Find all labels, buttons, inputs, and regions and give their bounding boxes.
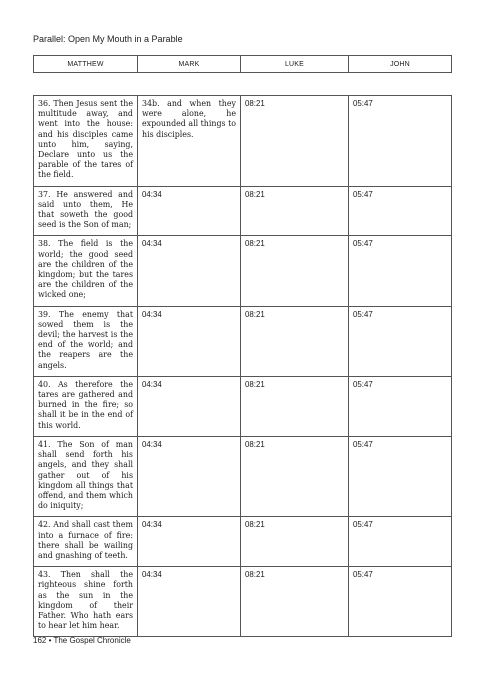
matthew-cell: 41. The Son of man shall send forth his angels, and they shall gather out of his kingdom all things that offend, and them which do iniquity; [34, 436, 138, 516]
mark-cell: 04:34 [138, 436, 241, 516]
table-row [34, 567, 452, 637]
matthew-cell: 39. The enemy that sowed them is the devil; the harvest is the end of the world; and the reapers are the angels. [34, 306, 138, 376]
john-cell: 05:47 [349, 186, 452, 236]
luke-cell: 08:21 [241, 567, 349, 637]
luke-cell: 08:21 [241, 306, 349, 376]
john-cell: 05:47 [349, 96, 452, 187]
matthew-cell: 36. Then Jesus sent the multitude away, and went into the house: and his disciples came unto him, saying, Declare unto us the parable of the tares of the field. [34, 96, 138, 187]
john-cell: 05:47 [349, 436, 452, 516]
matthew-cell: 40. As therefore the tares are gathered and burned in the fire; so shall it be in the end of this world. [34, 376, 138, 436]
john-cell: 05:47 [349, 306, 452, 376]
table-row [34, 306, 452, 376]
table-row [34, 96, 452, 187]
table-row [34, 436, 452, 516]
matthew-cell: 37. He answered and said unto them, He that soweth the good seed is the Son of man; [34, 186, 138, 236]
matthew-cell: 43. Then shall the righteous shine forth as the sun in the kingdom of their Father. Who hath ears to hear let him hear. [34, 567, 138, 637]
page-title: Parallel: Open My Mouth in a Parable [33, 34, 183, 44]
table-row [34, 376, 452, 436]
matthew-cell: 38. The field is the world; the good seed are the children of the kingdom; but the tares are the children of the wicked one; [34, 236, 138, 306]
parallel-table [33, 55, 452, 637]
table-row [34, 186, 452, 236]
john-cell: 05:47 [349, 236, 452, 306]
page-footer: 162 • The Gospel Chronicle [33, 636, 131, 645]
john-cell: 05:47 [349, 517, 452, 567]
table-row [34, 517, 452, 567]
column-header-luke: LUKE [241, 56, 349, 73]
mark-cell: 04:34 [138, 376, 241, 436]
john-cell: 05:47 [349, 567, 452, 637]
luke-cell: 08:21 [241, 236, 349, 306]
column-header-mark: MARK [138, 56, 241, 73]
column-header-john: JOHN [349, 56, 452, 73]
luke-cell: 08:21 [241, 96, 349, 187]
column-header-matthew: MATTHEW [34, 56, 138, 73]
luke-cell: 08:21 [241, 517, 349, 567]
luke-cell: 08:21 [241, 436, 349, 516]
luke-cell: 08:21 [241, 376, 349, 436]
header-row [34, 56, 452, 73]
mark-cell: 34b. and when they were alone, he expounded all things to his disciples. [138, 96, 241, 187]
mark-cell: 04:34 [138, 306, 241, 376]
luke-cell: 08:21 [241, 186, 349, 236]
table-row [34, 236, 452, 306]
john-cell: 05:47 [349, 376, 452, 436]
mark-cell: 04:34 [138, 567, 241, 637]
mark-cell: 04:34 [138, 236, 241, 306]
mark-cell: 04:34 [138, 186, 241, 236]
matthew-cell: 42. And shall cast them into a furnace of fire: there shall be wailing and gnashing of teeth. [34, 517, 138, 567]
mark-cell: 04:34 [138, 517, 241, 567]
spacer-row [34, 73, 452, 96]
